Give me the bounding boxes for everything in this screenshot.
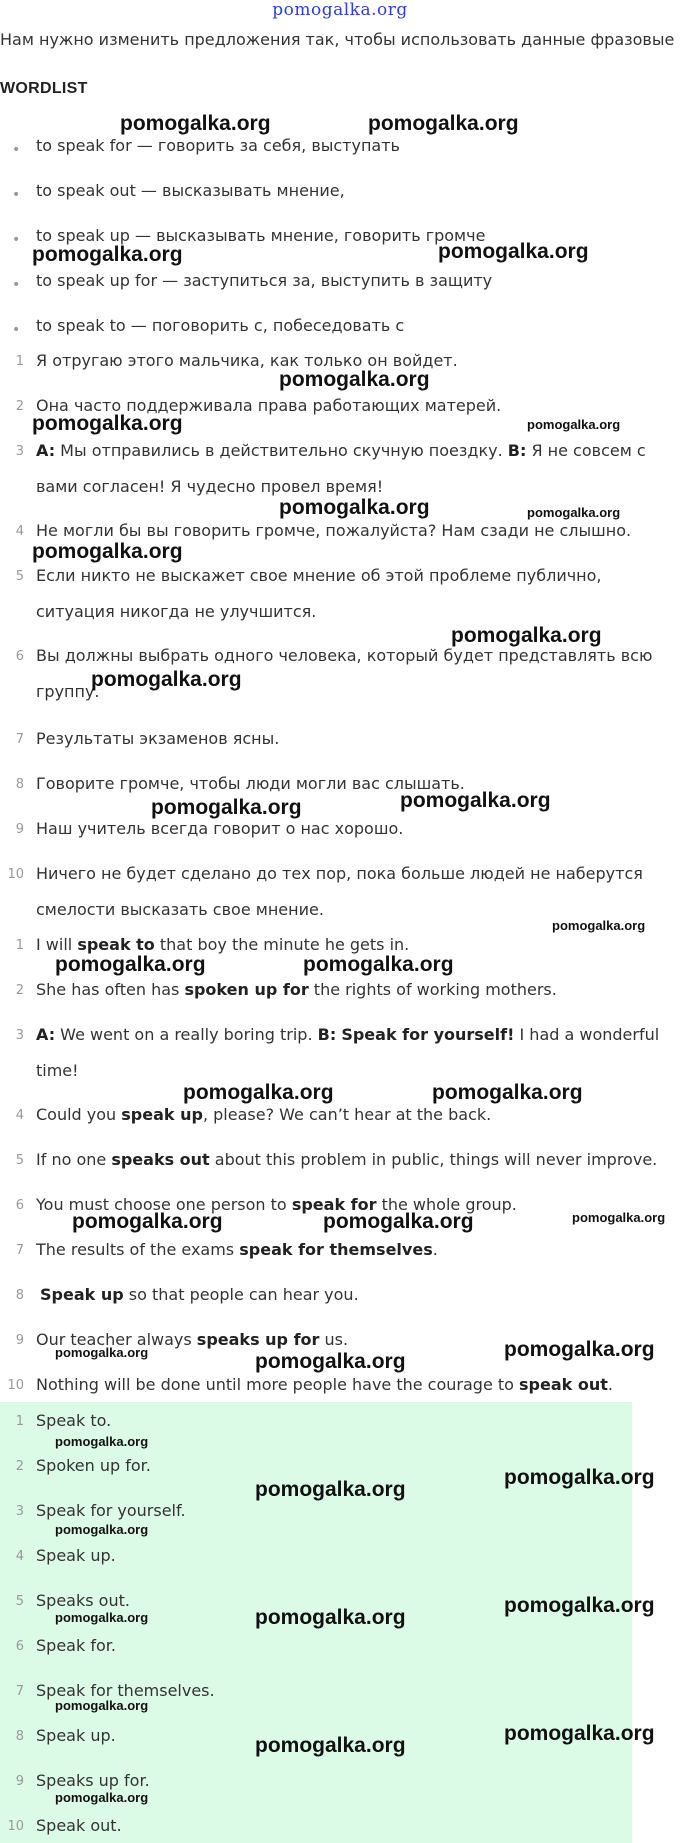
phrasal-verb: Speak for yourself! bbox=[341, 1025, 515, 1044]
watermark: pomogalka.org bbox=[504, 1594, 655, 1617]
item-number: 10 bbox=[7, 867, 24, 882]
sentence-part: , please? We can’t hear at the back. bbox=[202, 1105, 492, 1124]
intro-text: Нам нужно изменить предложения так, чтобы использовать данные фразовые bbox=[0, 30, 675, 49]
russian-sentence: Результаты экзаменов ясны. bbox=[36, 729, 280, 748]
bullet: • bbox=[12, 277, 21, 293]
sentence-part: You must choose one person to bbox=[36, 1195, 292, 1214]
item-number: 1 bbox=[15, 938, 24, 953]
sentence-part: Our teacher always bbox=[36, 1330, 197, 1349]
phrasal-verb: spoken up for bbox=[184, 980, 309, 999]
russian-sentence: Ничего не будет сделано до тех пор, пока больше людей не наберутся bbox=[36, 864, 643, 883]
russian-sentence: Говорите громче, чтобы люди могли вас слышать. bbox=[36, 774, 465, 793]
russian-sentence bbox=[36, 441, 646, 460]
sentence-part: If no one bbox=[36, 1150, 112, 1169]
watermark: pomogalka.org bbox=[55, 1790, 149, 1805]
item-number: 3 bbox=[15, 1028, 24, 1043]
phrasal-verb: speak for themselves bbox=[239, 1240, 433, 1259]
wordlist-item: to speak up — высказывать мнение, говорить громче bbox=[36, 226, 486, 245]
watermark: pomogalka.org bbox=[400, 789, 551, 812]
speaker-a: A bbox=[36, 1025, 49, 1044]
colon: : bbox=[48, 1025, 56, 1044]
sentence-part: The results of the exams bbox=[36, 1240, 240, 1259]
bullet: • bbox=[12, 322, 21, 338]
watermark: pomogalka.org bbox=[32, 243, 183, 266]
item-number: 4 bbox=[15, 1549, 24, 1564]
watermark: pomogalka.org bbox=[438, 240, 589, 263]
sentence-part: I had a wonderful bbox=[514, 1025, 660, 1044]
item-number: 5 bbox=[15, 1594, 24, 1609]
colon: : bbox=[519, 441, 527, 460]
wordlist-item: to speak for — говорить за себя, выступать bbox=[36, 136, 400, 155]
item-number: 5 bbox=[15, 1153, 24, 1168]
item-number: 7 bbox=[15, 1243, 24, 1258]
russian-sentence-cont: группу. bbox=[36, 682, 100, 701]
phrasal-verb: Speak up bbox=[40, 1285, 124, 1304]
item-number: 3 bbox=[15, 1504, 24, 1519]
answer-text: Speak out. bbox=[36, 1816, 122, 1835]
english-sentence bbox=[36, 1240, 438, 1259]
bullet: • bbox=[12, 142, 21, 158]
english-sentence bbox=[40, 1285, 359, 1304]
item-number: 7 bbox=[15, 1684, 24, 1699]
english-sentence bbox=[36, 1375, 613, 1394]
item-number: 6 bbox=[15, 649, 24, 664]
sentence-part: . bbox=[432, 1240, 438, 1259]
sentence-part: about this problem in public, things will never improve. bbox=[209, 1150, 658, 1169]
phrasal-verb: speaks up for bbox=[196, 1330, 320, 1349]
answer-text: Speak up. bbox=[36, 1546, 116, 1565]
russian-sentence-cont: ситуация никогда не улучшится. bbox=[36, 602, 317, 621]
item-number: 9 bbox=[15, 1333, 24, 1348]
sentence-part: Could you bbox=[36, 1105, 122, 1124]
watermark: pomogalka.org bbox=[32, 540, 183, 563]
bullet: • bbox=[12, 187, 21, 203]
item-number: 2 bbox=[15, 1459, 24, 1474]
watermark: pomogalka.org bbox=[255, 1606, 406, 1629]
item-number: 1 bbox=[15, 1414, 24, 1429]
answer-text: Speaks out. bbox=[36, 1591, 130, 1610]
watermark: pomogalka.org bbox=[183, 1081, 334, 1104]
item-number: 8 bbox=[15, 777, 24, 792]
watermark: pomogalka.org bbox=[72, 1210, 223, 1233]
watermark: pomogalka.org bbox=[55, 1522, 149, 1537]
watermark: pomogalka.org bbox=[527, 417, 621, 432]
watermark: pomogalka.org bbox=[572, 1210, 666, 1225]
wordlist-heading: WORDLIST bbox=[0, 80, 88, 97]
watermark: pomogalka.org bbox=[368, 112, 519, 135]
russian-sentence: Я отругаю этого мальчика, как только он войдет. bbox=[36, 351, 458, 370]
watermark: pomogalka.org bbox=[55, 953, 206, 976]
item-number: 6 bbox=[15, 1639, 24, 1654]
russian-sentence: Она часто поддерживала права работающих матерей. bbox=[36, 396, 502, 415]
speaker-b: B bbox=[507, 441, 520, 460]
watermark: pomogalka.org bbox=[504, 1338, 655, 1361]
russian-sentence: Не могли бы вы говорить громче, пожалуйста? Нам сзади не слышно. bbox=[36, 521, 632, 540]
russian-sentence-cont: вами согласен! Я чудесно провел время! bbox=[36, 477, 384, 496]
watermark: pomogalka.org bbox=[279, 496, 430, 519]
watermark: pomogalka.org bbox=[55, 1345, 149, 1360]
phrasal-verb: speak out bbox=[519, 1375, 608, 1394]
answer-text: Speak up. bbox=[36, 1726, 116, 1745]
site-logo[interactable]: pomogalka.org bbox=[272, 0, 408, 20]
sentence-part: the whole group. bbox=[376, 1195, 517, 1214]
watermark: pomogalka.org bbox=[255, 1350, 406, 1373]
item-number: 6 bbox=[15, 1198, 24, 1213]
wordlist-item: to speak to — поговорить с, побеседовать с bbox=[36, 316, 405, 335]
russian-sentence-cont: смелости высказать свое мнение. bbox=[36, 900, 324, 919]
item-number: 2 bbox=[15, 983, 24, 998]
english-sentence bbox=[36, 1025, 659, 1044]
english-sentence bbox=[36, 935, 409, 954]
russian-sentence: Вы должны выбрать одного человека, который будет представлять всю bbox=[36, 646, 653, 665]
sentence-part: Nothing will be done until more people have the courage to bbox=[36, 1375, 520, 1394]
watermark: pomogalka.org bbox=[504, 1722, 655, 1745]
item-number: 4 bbox=[15, 1108, 24, 1123]
sentence-part: Мы отправились в действительно скучную поездку. bbox=[55, 441, 508, 460]
phrasal-verb: speak to bbox=[77, 935, 155, 954]
sentence-part: that boy the minute he gets in. bbox=[154, 935, 410, 954]
english-sentence bbox=[36, 980, 557, 999]
item-number: 2 bbox=[15, 399, 24, 414]
watermark: pomogalka.org bbox=[255, 1734, 406, 1757]
item-number: 8 bbox=[15, 1288, 24, 1303]
item-number: 7 bbox=[15, 732, 24, 747]
sentence-part: I will bbox=[36, 935, 78, 954]
colon: : bbox=[48, 441, 56, 460]
watermark: pomogalka.org bbox=[432, 1081, 583, 1104]
sentence-part: the rights of working mothers. bbox=[308, 980, 557, 999]
item-number: 4 bbox=[15, 524, 24, 539]
speaker-a: A bbox=[36, 441, 49, 460]
sentence-part: We went on a really boring trip. bbox=[55, 1025, 318, 1044]
sentence-part: us. bbox=[319, 1330, 349, 1349]
phrasal-verb: speaks out bbox=[111, 1150, 210, 1169]
answer-text: Speak to. bbox=[36, 1411, 112, 1430]
watermark: pomogalka.org bbox=[255, 1478, 406, 1501]
bullet: • bbox=[12, 232, 21, 248]
item-number: 9 bbox=[15, 822, 24, 837]
watermark: pomogalka.org bbox=[451, 624, 602, 647]
watermark: pomogalka.org bbox=[504, 1466, 655, 1489]
phrasal-verb: speak up bbox=[121, 1105, 203, 1124]
colon: : bbox=[329, 1025, 337, 1044]
watermark: pomogalka.org bbox=[279, 368, 430, 391]
answer-text: Spoken up for. bbox=[36, 1456, 151, 1475]
phrasal-verb: speak for bbox=[291, 1195, 377, 1214]
answer-text: Speak for themselves. bbox=[36, 1681, 215, 1700]
item-number: 10 bbox=[7, 1819, 24, 1834]
english-sentence bbox=[36, 1150, 657, 1169]
watermark: pomogalka.org bbox=[323, 1210, 474, 1233]
sentence-part: . bbox=[607, 1375, 613, 1394]
sentence-part: She has often has bbox=[36, 980, 185, 999]
item-number: 10 bbox=[7, 1378, 24, 1393]
watermark: pomogalka.org bbox=[55, 1434, 149, 1449]
watermark: pomogalka.org bbox=[151, 796, 302, 819]
watermark: pomogalka.org bbox=[91, 668, 242, 691]
item-number: 3 bbox=[15, 444, 24, 459]
english-sentence-cont: time! bbox=[36, 1061, 79, 1080]
watermark: pomogalka.org bbox=[55, 1610, 149, 1625]
watermark: pomogalka.org bbox=[527, 505, 621, 520]
watermark: pomogalka.org bbox=[55, 1698, 149, 1713]
english-sentence bbox=[36, 1105, 491, 1124]
wordlist-item: to speak out — высказывать мнение, bbox=[36, 181, 345, 200]
answer-text: Speaks up for. bbox=[36, 1771, 150, 1790]
watermark: pomogalka.org bbox=[120, 112, 271, 135]
answer-text: Speak for yourself. bbox=[36, 1501, 186, 1520]
sentence-part: Я не совсем с bbox=[526, 441, 646, 460]
sentence-part: so that people can hear you. bbox=[123, 1285, 359, 1304]
watermark: pomogalka.org bbox=[552, 918, 646, 933]
wordlist-item: to speak up for — заступиться за, выступить в защиту bbox=[36, 271, 493, 290]
watermark: pomogalka.org bbox=[32, 412, 183, 435]
item-number: 5 bbox=[15, 569, 24, 584]
item-number: 8 bbox=[15, 1729, 24, 1744]
item-number: 9 bbox=[15, 1774, 24, 1789]
watermark: pomogalka.org bbox=[303, 953, 454, 976]
answer-text: Speak for. bbox=[36, 1636, 116, 1655]
russian-sentence: Наш учитель всегда говорит о нас хорошо. bbox=[36, 819, 404, 838]
item-number: 1 bbox=[15, 354, 24, 369]
speaker-b: B bbox=[317, 1025, 330, 1044]
russian-sentence: Если никто не выскажет свое мнение об этой проблеме публично, bbox=[36, 566, 602, 585]
